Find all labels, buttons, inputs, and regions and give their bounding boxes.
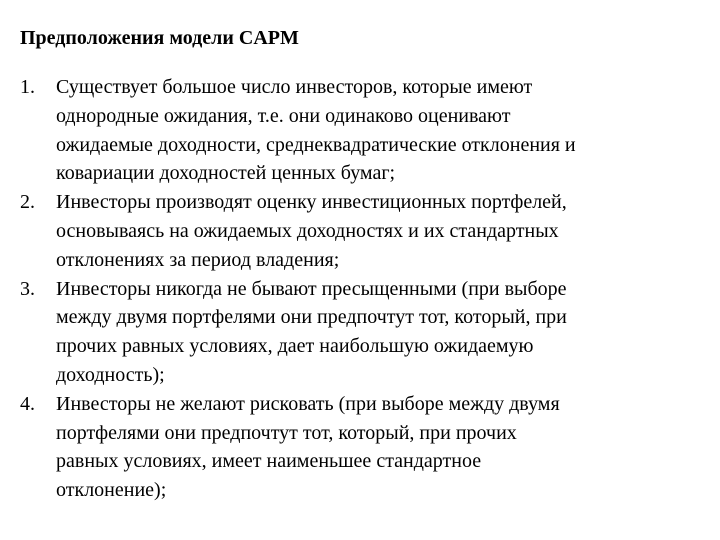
item-number: 4. — [20, 392, 35, 415]
list-item — [20, 275, 700, 390]
item-number: 2. — [20, 191, 35, 214]
item-text: Инвесторы производят оценку инвестиционных портфелей, основываясь на ожидаемых доходностях и их стандартных отклонениях за период владения; — [56, 191, 567, 271]
list-item — [20, 390, 700, 505]
list-item — [20, 188, 700, 274]
item-number: 3. — [20, 277, 35, 300]
item-text: Существует большое число инвесторов, которые имеют однородные ожидания, т.е. они одинаково оценивают ожидаемые доходности, среднеквадратические отклонения и ковариации доходностей ценных бумаг; — [56, 76, 576, 185]
assumptions-list — [20, 73, 700, 505]
item-text: Инвесторы не желают рисковать (при выборе между двумя портфелями они предпочтут тот, который, при прочих равных условиях, имеет наименьшее стандартное отклонение); — [56, 392, 560, 502]
list-item — [20, 73, 700, 188]
item-number: 1. — [20, 76, 35, 98]
slide-title: Предположения модели CAPM — [20, 27, 299, 49]
item-text: Инвесторы никогда не бывают пресыщенными (при выборе между двумя портфелями они предпочтут тот, который, при прочих равных условиях, дает наибольшую ожидаемую доходность); — [56, 277, 567, 386]
